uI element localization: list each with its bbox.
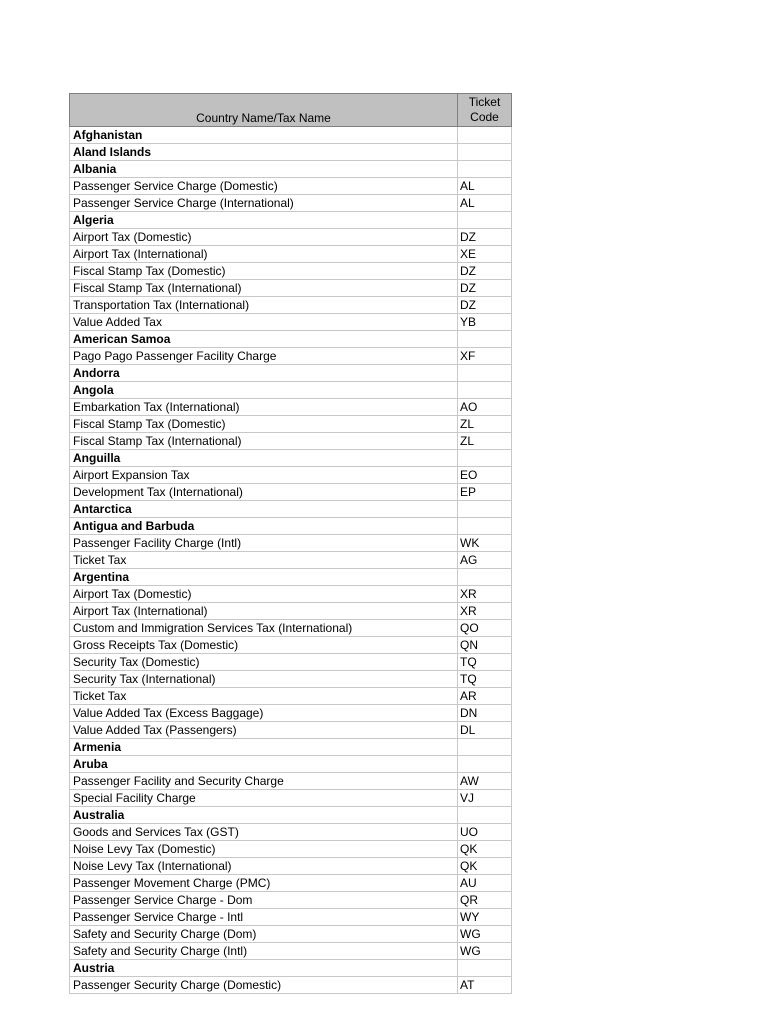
tax-row (70, 195, 512, 212)
tax-name-cell: Passenger Service Charge (Domestic) (70, 178, 458, 195)
ticket-code-header-line1: Ticket (468, 95, 501, 109)
country-name-cell: Afghanistan (70, 127, 458, 144)
country-row (70, 569, 512, 586)
ticket-code-cell: WY (458, 909, 512, 926)
tax-name-cell: Value Added Tax (70, 314, 458, 331)
ticket-code-cell (458, 365, 512, 382)
tax-row (70, 433, 512, 450)
tax-name-cell: Fiscal Stamp Tax (Domestic) (70, 416, 458, 433)
country-name-cell: Argentina (70, 569, 458, 586)
table-body (70, 127, 512, 994)
tax-name-cell: Value Added Tax (Passengers) (70, 722, 458, 739)
ticket-code-cell (458, 127, 512, 144)
ticket-code-cell: DN (458, 705, 512, 722)
tax-name-cell: Noise Levy Tax (Domestic) (70, 841, 458, 858)
country-name-cell: Aruba (70, 756, 458, 773)
country-row (70, 365, 512, 382)
tax-name-cell: Ticket Tax (70, 688, 458, 705)
tax-row (70, 484, 512, 501)
ticket-code-cell (458, 960, 512, 977)
country-row (70, 450, 512, 467)
tax-name-cell: Value Added Tax (Excess Baggage) (70, 705, 458, 722)
tax-row (70, 416, 512, 433)
ticket-code-cell: AO (458, 399, 512, 416)
table-header (70, 94, 512, 127)
tax-name-cell: Safety and Security Charge (Intl) (70, 943, 458, 960)
tax-row (70, 280, 512, 297)
ticket-code-cell: WG (458, 926, 512, 943)
tax-row (70, 637, 512, 654)
tax-name-cell: Airport Tax (International) (70, 246, 458, 263)
country-name-cell: Australia (70, 807, 458, 824)
ticket-code-cell: QK (458, 858, 512, 875)
tax-name-cell: Transportation Tax (International) (70, 297, 458, 314)
tax-name-cell: Passenger Service Charge - Dom (70, 892, 458, 909)
tax-row (70, 314, 512, 331)
tax-row (70, 671, 512, 688)
ticket-code-cell: XE (458, 246, 512, 263)
ticket-code-cell: DZ (458, 297, 512, 314)
country-row (70, 144, 512, 161)
ticket-code-cell: QR (458, 892, 512, 909)
country-row (70, 161, 512, 178)
ticket-code-cell: QK (458, 841, 512, 858)
country-tax-name-header: Country Name/Tax Name (70, 94, 458, 127)
tax-row (70, 348, 512, 365)
tax-name-cell: Safety and Security Charge (Dom) (70, 926, 458, 943)
tax-name-cell: Custom and Immigration Services Tax (International) (70, 620, 458, 637)
country-name-cell: Albania (70, 161, 458, 178)
country-name-cell: Aland Islands (70, 144, 458, 161)
tax-name-cell: Fiscal Stamp Tax (International) (70, 433, 458, 450)
country-name-cell: American Samoa (70, 331, 458, 348)
tax-row (70, 263, 512, 280)
tax-row (70, 790, 512, 807)
country-row (70, 756, 512, 773)
tax-row (70, 586, 512, 603)
country-row (70, 518, 512, 535)
tax-name-cell: Passenger Security Charge (Domestic) (70, 977, 458, 994)
tax-row (70, 773, 512, 790)
ticket-code-cell: AU (458, 875, 512, 892)
tax-name-cell: Special Facility Charge (70, 790, 458, 807)
country-row (70, 960, 512, 977)
tax-name-cell: Airport Tax (Domestic) (70, 229, 458, 246)
tax-name-cell: Security Tax (International) (70, 671, 458, 688)
tax-name-cell: Embarkation Tax (International) (70, 399, 458, 416)
ticket-code-cell (458, 518, 512, 535)
tax-name-cell: Passenger Facility and Security Charge (70, 773, 458, 790)
country-row (70, 382, 512, 399)
tax-row (70, 858, 512, 875)
tax-row (70, 977, 512, 994)
ticket-code-cell: EO (458, 467, 512, 484)
tax-row (70, 824, 512, 841)
country-name-cell: Austria (70, 960, 458, 977)
tax-row (70, 552, 512, 569)
tax-name-cell: Fiscal Stamp Tax (International) (70, 280, 458, 297)
country-row (70, 739, 512, 756)
ticket-code-cell: ZL (458, 433, 512, 450)
country-row (70, 331, 512, 348)
tax-name-cell: Pago Pago Passenger Facility Charge (70, 348, 458, 365)
ticket-code-cell: EP (458, 484, 512, 501)
tax-name-cell: Airport Expansion Tax (70, 467, 458, 484)
tax-row (70, 246, 512, 263)
ticket-code-cell: AW (458, 773, 512, 790)
ticket-code-cell: QO (458, 620, 512, 637)
tax-row (70, 178, 512, 195)
ticket-code-cell: DL (458, 722, 512, 739)
tax-row (70, 297, 512, 314)
ticket-code-cell: TQ (458, 654, 512, 671)
ticket-code-cell: YB (458, 314, 512, 331)
ticket-code-cell (458, 331, 512, 348)
ticket-code-cell: WK (458, 535, 512, 552)
ticket-code-cell (458, 212, 512, 229)
ticket-code-cell: AL (458, 195, 512, 212)
tax-row (70, 841, 512, 858)
tax-name-cell: Passenger Service Charge (International) (70, 195, 458, 212)
ticket-code-cell (458, 144, 512, 161)
ticket-code-cell: AG (458, 552, 512, 569)
ticket-code-cell (458, 161, 512, 178)
ticket-code-cell: XR (458, 586, 512, 603)
ticket-code-cell (458, 450, 512, 467)
ticket-code-cell: XR (458, 603, 512, 620)
tax-code-table (69, 93, 512, 994)
tax-row (70, 722, 512, 739)
ticket-code-cell: QN (458, 637, 512, 654)
ticket-code-cell: ZL (458, 416, 512, 433)
tax-row (70, 705, 512, 722)
tax-name-cell: Airport Tax (International) (70, 603, 458, 620)
country-name-cell: Andorra (70, 365, 458, 382)
ticket-code-cell: TQ (458, 671, 512, 688)
tax-name-cell: Security Tax (Domestic) (70, 654, 458, 671)
country-row (70, 212, 512, 229)
tax-name-cell: Development Tax (International) (70, 484, 458, 501)
ticket-code-cell: DZ (458, 263, 512, 280)
tax-name-cell: Fiscal Stamp Tax (Domestic) (70, 263, 458, 280)
tax-row (70, 399, 512, 416)
ticket-code-cell (458, 739, 512, 756)
tax-row (70, 229, 512, 246)
tax-row (70, 535, 512, 552)
header-row (70, 94, 512, 127)
tax-name-cell: Ticket Tax (70, 552, 458, 569)
country-name-cell: Antarctica (70, 501, 458, 518)
ticket-code-cell: UO (458, 824, 512, 841)
tax-name-cell: Passenger Service Charge - Intl (70, 909, 458, 926)
ticket-code-cell: AR (458, 688, 512, 705)
country-row (70, 807, 512, 824)
ticket-code-cell: DZ (458, 280, 512, 297)
ticket-code-cell: DZ (458, 229, 512, 246)
ticket-code-cell (458, 501, 512, 518)
tax-row (70, 603, 512, 620)
ticket-code-header-line2: Code (470, 110, 499, 124)
ticket-code-cell (458, 807, 512, 824)
country-name-cell: Anguilla (70, 450, 458, 467)
tax-row (70, 926, 512, 943)
tax-name-cell: Goods and Services Tax (GST) (70, 824, 458, 841)
tax-name-cell: Passenger Movement Charge (PMC) (70, 875, 458, 892)
ticket-code-cell (458, 569, 512, 586)
country-row (70, 127, 512, 144)
ticket-code-cell: VJ (458, 790, 512, 807)
tax-row (70, 892, 512, 909)
tax-name-cell: Noise Levy Tax (International) (70, 858, 458, 875)
ticket-code-cell (458, 756, 512, 773)
tax-name-cell: Airport Tax (Domestic) (70, 586, 458, 603)
ticket-code-cell: AL (458, 178, 512, 195)
country-name-cell: Armenia (70, 739, 458, 756)
ticket-code-cell: XF (458, 348, 512, 365)
tax-row (70, 875, 512, 892)
tax-row (70, 909, 512, 926)
tax-name-cell: Passenger Facility Charge (Intl) (70, 535, 458, 552)
country-name-cell: Angola (70, 382, 458, 399)
tax-row (70, 467, 512, 484)
country-row (70, 501, 512, 518)
tax-row (70, 688, 512, 705)
tax-row (70, 654, 512, 671)
country-name-cell: Algeria (70, 212, 458, 229)
tax-name-cell: Gross Receipts Tax (Domestic) (70, 637, 458, 654)
ticket-code-cell: WG (458, 943, 512, 960)
ticket-code-cell (458, 382, 512, 399)
tax-row (70, 620, 512, 637)
tax-row (70, 943, 512, 960)
ticket-code-cell: AT (458, 977, 512, 994)
country-name-cell: Antigua and Barbuda (70, 518, 458, 535)
ticket-code-header (458, 94, 512, 127)
